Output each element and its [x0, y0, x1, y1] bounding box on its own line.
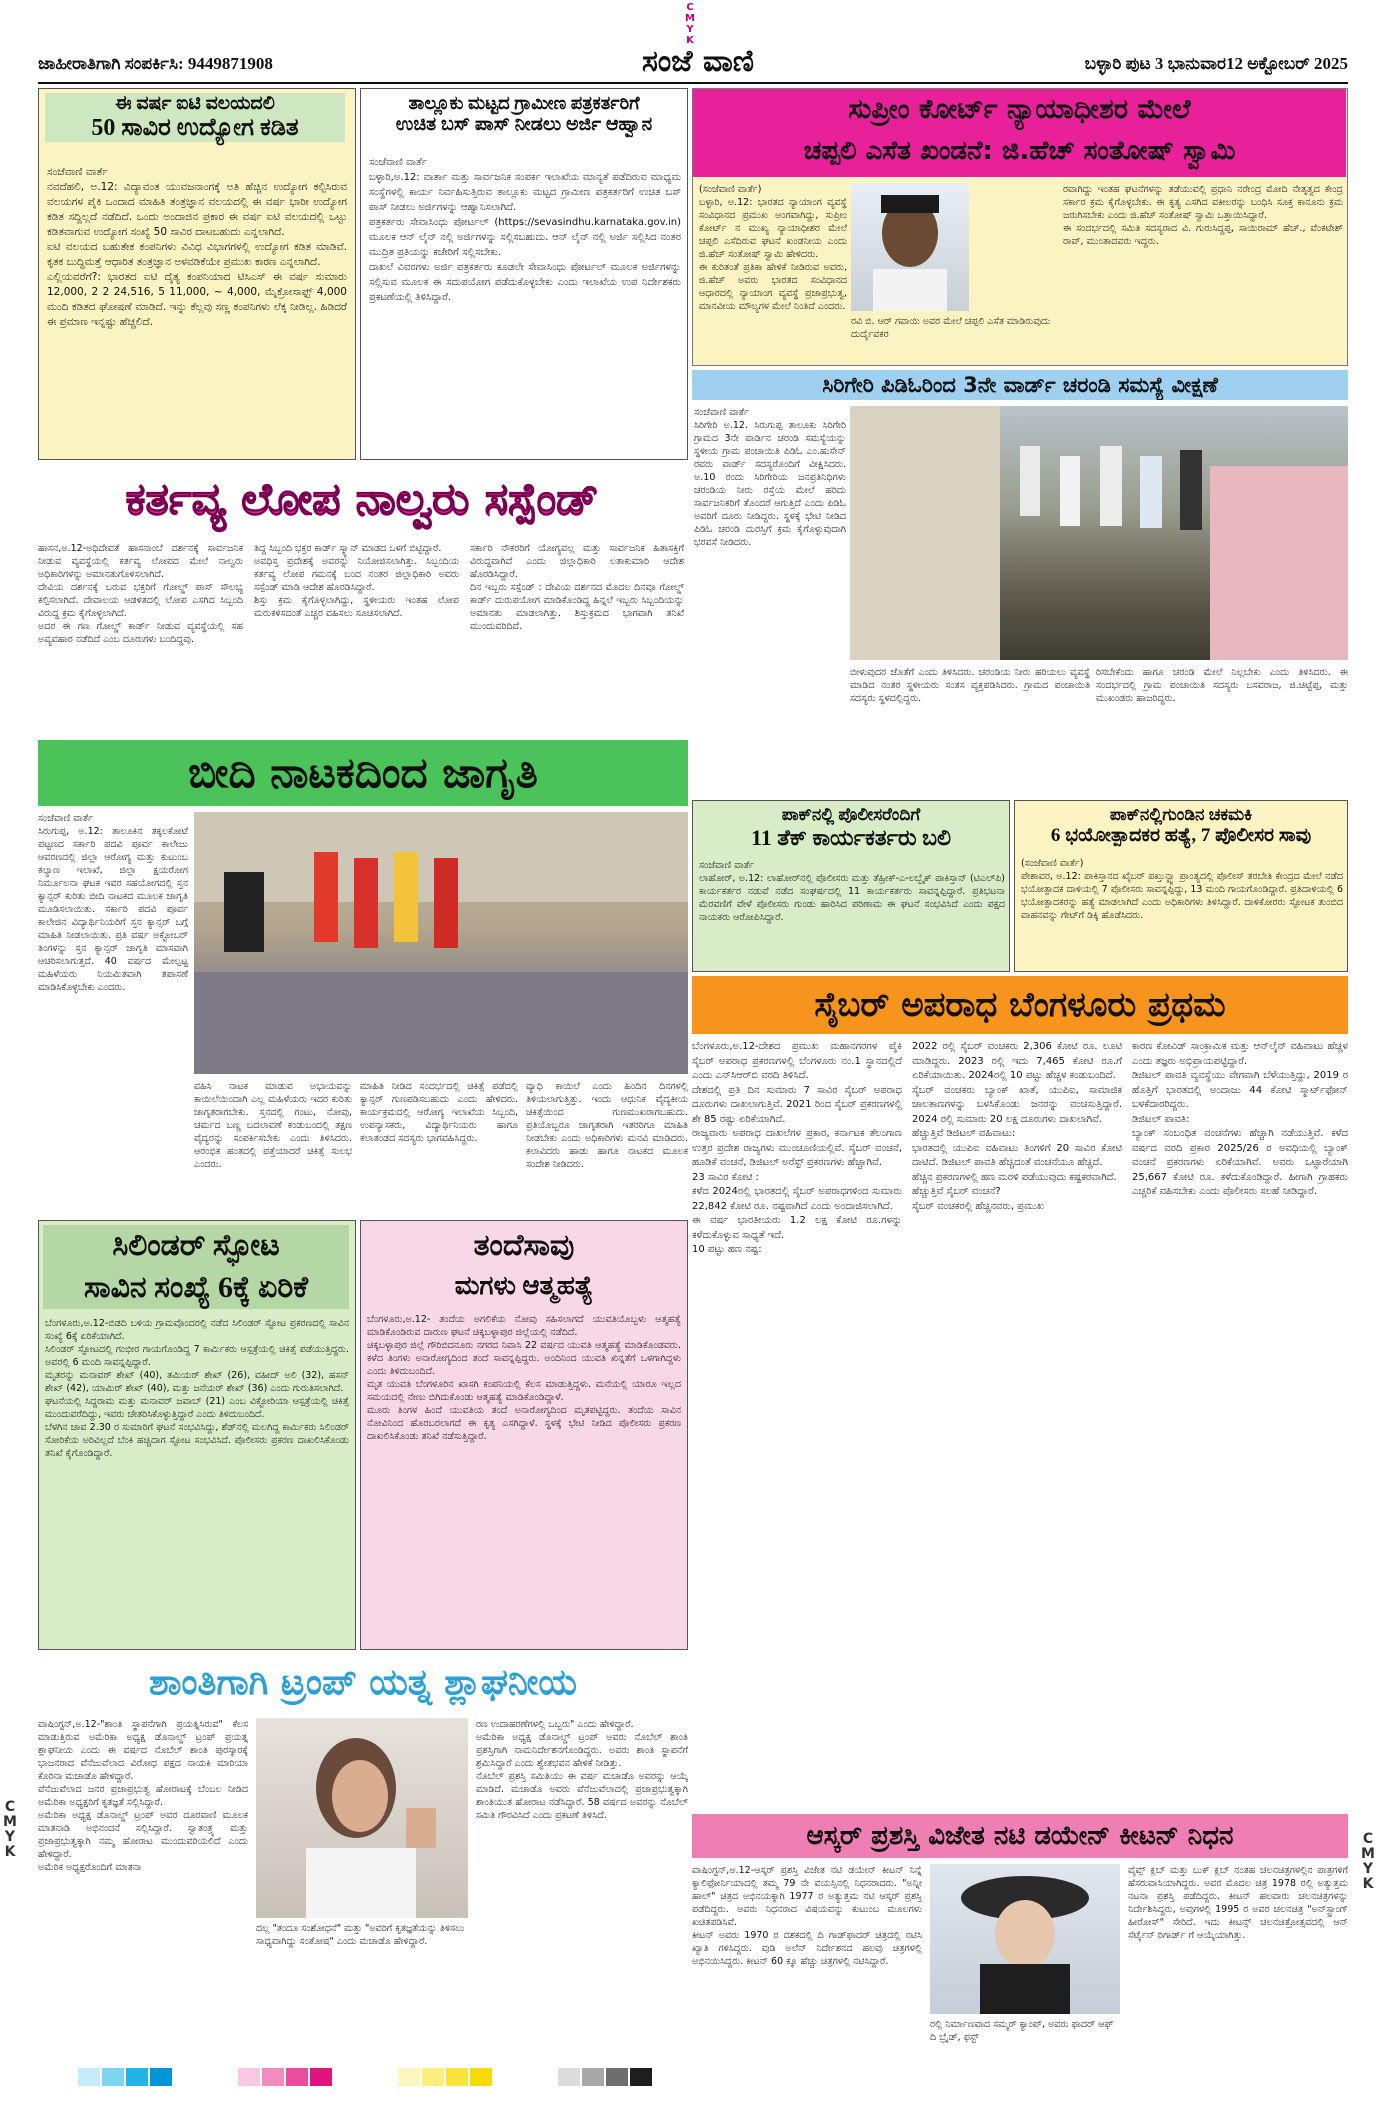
street-play-photo	[194, 812, 688, 1074]
bus-pass-body: ಸಂಜೆವಾಣಿ ವಾರ್ತೆ ಬಳ್ಳಾರಿ,ಅ.12: ವಾರ್ತಾ ಮತ್ತು ಸಾರ್ವಜನಿಕ ಸಂಪರ್ಕ ಇಲಾಖೆಯ ಮಾನ್ಯತೆ ಪಡೆದಿರುವ ಮಾಧ್ಯಮ ಸಂಸ್ಥೆಗಳಲ್ಲಿ ಕಾರ್ಯ ನಿರ್ವಹಿಸುತ್ತಿರುವ ತಾಲ್ಲೂಕು ಮಟ್ಟದ ಗ್ರಾಮೀಣ ಪತ್ರಕರ್ತರಿಗೆ ಉಚಿತ ಬಸ್ ಪಾಸ್ ನೀಡಲು ಅರ್ಜಿಗಳನ್ನು ಆಹ್ವಾನಿಸಲಾಗಿದೆ. ಪತ್ರಕರ್ತರು ಸೇವಾಸಿಂಧು ಪೋರ್ಟಲ್ (https://sevasindhu.karnataka.gov.in) ಮೂಲಕ ಆನ್ ಲೈನ್ ನಲ್ಲಿ ಅರ್ಜಿಗಳನ್ನು ಸಲ್ಲಿಸಬಹುದು. ಆನ್ ಲೈನ್ ನಲ್ಲಿ ಅರ್ಜಿ ಸಲ್ಲಿಸಿದ ನಂತರ ಮುದ್ರಿತ ಪ್ರತಿಯನ್ನು ಕಚೇರಿಗೆ ಸಲ್ಲಿಸಬೇಕು. ದಾಖಲೆ ವಿವರಗಳು ಅರ್ಜಿ ಪತ್ರಕರ್ತರು ಕೂಡಲೇ ಸೇವಾಸಿಂಧು ಪೋರ್ಟಲ್ ಮೂಲಕ ಅರ್ಜಿಗಳನ್ನು ಸಲ್ಲಿಸುವ ಮೂಲಕ ಈ ಸದುಪಯೋಗ ಪಡೆದುಕೊಳ್ಳಬೇಕು ಎಂದು ಇಲಾಖೆಯ ಉಪ ನಿರ್ದೇಶಕರು ಪ್ರಕಟಣೆಯಲ್ಲಿ ತಿಳಿಸಿದ್ದಾರೆ.	[369, 157, 681, 303]
trump-headline: ಶಾಂತಿಗಾಗಿ ಟ್ರಂಪ್ ಯತ್ನ ಶ್ಲಾಘನೀಯ	[149, 1662, 577, 1703]
newspaper-logo: ಸಂಜೆ ವಾಣಿ	[641, 44, 755, 79]
street-play-col2: ವಹಿಸಿ ನಾಟಕ ಮಾಡುವ ಅಭಾಯವನ್ನು ಕಾಯಿಲೆಯಿಂದಾಗಿ ಎಲ್ಲ ಮಹಿಳೆಯರು ಇದರ ಕುರಿತು ಜಾಗೃತರಾಗಬೇಕು. ಸ್ತನದಲ್ಲಿ ಗಂಟು, ನೋವು, ಚರ್ಮದ ಬಣ್ಣ ಬದಲಾವಣೆ ಕಂಡುಬಂದಲ್ಲಿ ತಕ್ಷಣ ವೈದ್ಯರನ್ನು ಸಂಪರ್ಕಿಸಬೇಕು ಎಂದು ತಿಳಿಸಿದರು. ಆರಂಭಿಕ ಹಂತದಲ್ಲಿ ಪತ್ತೆಯಾದರೆ ಚಿಕಿತ್ಸೆ ಸುಲಭ ಎಂದರು.	[194, 1081, 352, 1170]
cylinder-body: ಬೆಂಗಳೂರು,ಅ.12-ಬಿಡದಿ ಬಳಿಯ ಗ್ರಾಮವೊಂದರಲ್ಲಿ ನಡೆದ ಸಿಲಿಂಡರ್ ಸ್ಫೋಟ ಪ್ರಕರಣದಲ್ಲಿ ಸಾವಿನ ಸಂಖ್ಯೆ 6ಕ್ಕೆ ಏರಿಕೆಯಾಗಿದೆ. ಸಿಲಿಂಡರ್ ಸ್ಫೋಟದಲ್ಲಿ ಗಂಭೀರ ಗಾಯಗೊಂಡಿದ್ದ 7 ಕಾರ್ಮಿಕರು ಆಸ್ಪತ್ರೆಯಲ್ಲಿ ಚಿಕಿತ್ಸೆ ಪಡೆಯುತ್ತಿದ್ದರು. ಅವರಲ್ಲಿ 6 ಮಂದಿ ಸಾವನ್ನಪ್ಪಿದ್ದಾರೆ. ಮೃತರನ್ನು ಮನಾವರ್ ಶೇಖ್ (40), ತಮಿಯರ್ ಶೇಖ್ (26), ವಹೀದ್ ಅಲಿ (32), ಹಸನ್ ಶೇಖ್ (42), ಯಾಮಿರ್ ಶೇಖ್ (40), ಮತ್ತು ಜನೆಯರ್ ಶೇಖ್ (36) ಎಂದು ಗುರುತಿಸಲಾಗಿದೆ. ಘಟನೆಯಲ್ಲಿ ಸಿದ್ದರಾಮ ಮತ್ತು ಮನಾವರ್ ಜವಾಬ್ (21) ಎಂಬ ವಿಕ್ಟೋರಿಯಾ ಆಸ್ಪತ್ರೆಯಲ್ಲಿ ಚಿಕಿತ್ಸೆ ಮುಂದುವರೆದಿದ್ದು, ಇವರು ಚೇತರಿಸಿಕೊಳ್ಳುತ್ತಿದ್ದಾರೆ ಎಂದು ತಿಳಿದುಬಂದಿದೆ. ಬೆಳಗಿನ ಜಾವ 2.30 ರ ಸುಮಾರಿಗೆ ಘಟನೆ ಸಂಭವಿಸಿದ್ದು, ಶೆಡ್‌ನಲ್ಲಿ ಮಲಗಿದ್ದ ಕಾರ್ಮಿಕರು ಸಿಲಿಂಡರ್ ಸೋರಿಕೆಯ ಅರಿವಿಲ್ಲದೆ ಬೆಂಕಿ ಹಚ್ಚಿದಾಗ ಸ್ಫೋಟ ಸಂಭವಿಸಿದೆ. ಪೊಲೀಸರು ಪ್ರಕರಣ ದಾಖಲಿಸಿಕೊಂಡು ತನಿಖೆ ಕೈಗೊಂಡಿದ್ದಾರೆ.	[45, 1318, 349, 1459]
it-jobs-body: ಸಂಜೆವಾಣಿ ವಾರ್ತೆ ನವದೆಹಲಿ, ಅ.12: ವಿದ್ಯಾವಂತ ಯುವಜನಾಂಗಕ್ಕೆ ಅತಿ ಹೆಚ್ಚಿನ ಉದ್ಯೋಗ ಕಲ್ಪಿಸಿರುವ ವಲಯಗಳ ಪೈಕಿ ಒಂದಾದ ಮಾಹಿತಿ ತಂತ್ರಜ್ಞಾನ ವಲಯದಲ್ಲಿ ಈ ವರ್ಷ ಭಾರೀ ಉದ್ಯೋಗ ಕಡಿತ ಸದ್ದಿಲ್ಲದೆ ನಡೆದಿದೆ. ಒಂದು ಅಂದಾಜಿನ ಪ್ರಕಾರ ಈ ವರ್ಷ ಐಟಿ ವಲಯದಲ್ಲಿ ಒಟ್ಟು ಕಡಿತವಾಗುವ ಉದ್ಯೋಗ ಸಂಖ್ಯೆ 50 ಸಾವಿರ ದಾಟಬಹುದು ಎನ್ನಲಾಗಿದೆ. ಐಟಿ ವಲಯದ ಬಹುತೇಕ ಕಂಪನಿಗಳು ವಿವಿಧ ವಿಭಾಗಗಳಲ್ಲಿ ಉದ್ಯೋಗ ಕಡಿತ ಮಾಡಿವೆ. ಕೃತಕ ಬುದ್ಧಿಮತ್ತೆ ಆಧಾರಿತ ತಂತ್ರಜ್ಞಾನ ಅಳವಡಿಕೆಯೇ ಪ್ರಮುಖ ಕಾರಣ ಎನ್ನಲಾಗಿದೆ. ಎಲ್ಲಿಯವರೆಗೆ?: ಭಾರತದ ಐಟಿ ದೈತ್ಯ ಕಂಪನಿಯಾದ ಟಿಸಿಎಸ್ ಈ ವರ್ಷ ಸುಮಾರು 12,000, 2 2 24,516, 5 11,000, ~ 4,000, ಮೈಕ್ರೋಸಾಫ್ಟ್ 4,000 ಮಂದಿ ಕಡಿತದ ಘೋಷಣೆ ಮಾಡಿದೆ. ಇನ್ನು ಕೆಲ್ಲವು ಸಣ್ಣ ಕಂಪನಿಗಳು ಲೆಕ್ಕ ನೀಡಿಲ್ಲ. ಹಿಡಿದರೆ ಈ ಪ್ರಮಾಣ ಇನ್ನಷ್ಟು ಹೆಚ್ಚಲಿದೆ.	[47, 166, 347, 328]
diane-keaton-caption: ರಲ್ಲಿ ನಿರ್ಮಾಣವಾದ ಸಮ್ಮರ್ ಕ್ಯಾಂಪ್, ಅವರು ಫಾದರ್ ಆಫ್ ದಿ ಬ್ರೈಡ್, ಫಸ್ಟ್	[930, 2019, 1114, 2043]
park-police-headline: ಪಾಕ್‌ನಲ್ಲಿ ಪೊಲೀಸರೆಂದಿಗೆ 11 ತೆಕ್ ಕಾರ್ಯಕರ್ತರು ಬಲಿ	[751, 805, 951, 850]
trump-article	[38, 1654, 688, 2052]
santosh-swamy-photo	[851, 183, 969, 311]
sirigere-drain-photo	[850, 406, 1348, 660]
it-jobs-article	[38, 88, 356, 460]
right-cmyk-mark: C M Y K	[1361, 1831, 1375, 1892]
supreme-court-headline: ಸುಪ್ರೀಂ ಕೋರ್ಟ್ ನ್ಯಾಯಾಧೀಶರ ಮೇಲೆ ಚಪ್ಪಲಿ ಎಸೆತ ಖಂಡನೆ: ಜಿ.ಹೆಚ್ ಸಂತೋಷ್ ಸ್ವಾಮಿ	[693, 89, 1346, 177]
park-police-body: ಸಂಜೆವಾಣಿ ವಾರ್ತೆ ಲಾಹೋರ್, ಅ.12: ಲಾಹೋರ್‌ನಲ್ಲಿ ಪೊಲೀಸರು ಮತ್ತು ತೆಹ್ರೀಕ್-ಎ-ಲಬ್ಬೈಕ್ ಪಾಕಿಸ್ತಾನ್ (ಟಿಎಲ್‌ಪಿ) ಕಾರ್ಯಕರ್ತರ ನಡುವೆ ನಡೆದ ಸಂಘರ್ಷದಲ್ಲಿ 11 ಕಾರ್ಯಕರ್ತರು ಸಾವನ್ನಪ್ಪಿದ್ದಾರೆ. ಪ್ರತಿಭಟನಾ ಮೆರವಣಿಗೆ ವೇಳೆ ಪೊಲೀಸರು ಗುಂಡು ಹಾರಿಸಿದ ಪರಿಣಾಮ ಈ ಘಟನೆ ಸಂಭವಿಸಿದೆ ಎಂದು ಪಕ್ಷದ ನಾಯಕರು ಆರೋಪಿಸಿದ್ದಾರೆ.	[699, 860, 1005, 923]
father-death-body: ಬೆಂಗಳೂರು,ಅ.12- ತಂದೆಯ ಅಗಲಿಕೆಯ ನೋವು ಸಹಿಸಲಾಗದೆ ಯುವತಿಯೊಬ್ಬಳು ಆತ್ಮಹತ್ಯೆ ಮಾಡಿಕೊಂಡಿರುವ ದಾರುಣ ಘಟನೆ ಚಿಕ್ಕಬಳ್ಳಾಪುರ ಜಿಲ್ಲೆಯಲ್ಲಿ ನಡೆದಿದೆ. ಚಿಕ್ಕಬಳ್ಳಾಪುರ ಜಿಲ್ಲೆ ಗೌರಿಬಿದನೂರು ನಗರದ ನಿವಾಸಿ 22 ವರ್ಷದ ಯುವತಿ ಆತ್ಮಹತ್ಯೆ ಮಾಡಿಕೊಂಡವರು. ಕಳೆದ ತಿಂಗಳು ಅನಾರೋಗ್ಯದಿಂದ ತಂದೆ ಸಾವನ್ನಪ್ಪಿದ್ದರು. ಅಂದಿನಿಂದ ಯುವತಿ ಖಿನ್ನತೆಗೆ ಒಳಗಾಗಿದ್ದಳು ಎಂದು ತಿಳಿದುಬಂದಿದೆ. ಮೃತ ಯುವತಿ ಬೆಂಗಳೂರಿನ ಖಾಸಗಿ ಕಂಪನಿಯಲ್ಲಿ ಕೆಲಸ ಮಾಡುತ್ತಿದ್ದಳು. ಮನೆಯಲ್ಲಿ ಯಾರೂ ಇಲ್ಲದ ಸಮಯದಲ್ಲಿ ನೇಣು ಬಿಗಿದುಕೊಂಡು ಆತ್ಮಹತ್ಯೆ ಮಾಡಿಕೊಂಡಿದ್ದಾಳೆ. ಮೂರು ತಿಂಗಳ ಹಿಂದೆ ಯುವತಿಯ ತಂದೆ ಅನಾರೋಗ್ಯದಿಂದ ಮೃತಪಟ್ಟಿದ್ದರು. ತಂದೆಯ ಸಾವಿನ ನೋವಿನಿಂದ ಹೊರಬರಲಾಗದೆ ಈ ಕೃತ್ಯ ಎಸಗಿದ್ದಾಳೆ. ಸ್ಥಳಕ್ಕೆ ಭೇಟಿ ನೀಡಿದ ಪೊಲೀಸರು ಪ್ರಕರಣ ದಾಖಲಿಸಿಕೊಂಡು ತನಿಖೆ ನಡೆಸುತ್ತಿದ್ದಾರೆ.	[367, 1314, 681, 1442]
sirigere-body-middle: ಬೀಳುವುದರ ಜೊತೆಗೆ ಎಂದು ತಿಳಿಸಿದರು. ಚರಂಡಿಯ ನೀರು ಹರಿಯಲು ವ್ಯವಸ್ಥೆ ಮಾಡಿದ ನಂತರ ಸ್ಥಳೀಯರು ಸಂತಸ ವ್ಯಕ್ತಪಡಿಸಿದರು. ಗ್ರಾಮದ ಪಂಚಾಯಿತಿ ಸದಸ್ಯರು ಸ್ಥಳದಲ್ಲಿದ್ದರು.	[850, 667, 1090, 704]
supreme-court-body-right: ರವಾಗಿದ್ದು ಇಂತಹ ಘಟನೆಗಳನ್ನು ತಡೆಯುವಲ್ಲಿ ಪ್ರಧಾನಿ ನರೇಂದ್ರ ಮೋದಿ ನೇತೃತ್ವದ ಕೇಂದ್ರ ಸರ್ಕಾರ ಕ್ರಮ ಕೈಗೊಳ್ಳಬೇಕು. ಈ ಕೃತ್ಯ ಎಸಗಿದ ವಕೀಲರನ್ನು ಬಂಧಿಸಿ ಸೂಕ್ತ ಕಾನೂನು ಕ್ರಮ ಜರುಗಿಸಬೇಕು ಎಂದು ಜಿ.ಹೆಚ್ ಸಂತೋಷ್ ಸ್ವಾಮಿ ಒತ್ತಾಯಿಸಿದ್ದಾರೆ. ಈ ಸಂದರ್ಭದಲ್ಲಿ ಸಮಿತಿ ಸದಸ್ಯರಾದ ವಿ. ಗುರುಸಿದ್ದಪ್ಪ, ಸಾಯಿರಾಮ್ ಹೆಚ್., ವೆಂಕಟೇಶ್ ರಾವ್, ಮುಂತಾದವರು ಇದ್ದರು.	[1063, 184, 1343, 247]
sirigere-headline: ಸಿರಿಗೇರಿ ಪಿಡಿಓರಿಂದ 3ನೇ ವಾರ್ಡ್ ಚರಂಡಿ ಸಮಸ್ಯೆ ವೀಕ್ಷಣೆ	[692, 370, 1348, 400]
sirigere-body: ಸಂಜೆವಾಣಿ ವಾರ್ತೆ ಸಿರಿಗೇರಿ ಅ.12. ಸಿರುಗುಪ್ಪ ತಾಲೂಕು ಸಿರಿಗೇರಿ ಗ್ರಾಮದ 3ನೇ ವಾರ್ಡಿನ ಚರಂಡಿ ಸಮಸ್ಯೆಯನ್ನು ಸ್ಥಳೀಯ ಗ್ರಾಮ ಪಂಚಾಯಿತಿ ಪಿಡಿಓ ಎಂ.ಹುಸೇನ್ ರವರು ವಾರ್ಡ್ ಸದಸ್ಯರೊಂದಿಗೆ ವೀಕ್ಷಿಸಿದರು. ಅ.10 ರಂದು ಸಿರಿಗೇರಿಯ ಜನಪ್ರತಿನಿಧಿಗಳು ಚರಂಡಿಯ ನೀರು ರಸ್ತೆಯ ಮೇಲೆ ಹರಿದು ಸಾರ್ವಜನಿಕರಿಗೆ ತೊಂದರೆ ಆಗುತ್ತಿದೆ ಎಂದು ಪಿಡಿಓ ಅವರಿಗೆ ದೂರು ನೀಡಿದ್ದರು. ಸ್ಥಳಕ್ಕೆ ಭೇಟಿ ನೀಡಿದ ಪಿಡಿಓ ಚರಂಡಿ ದುರಸ್ತಿಗೆ ಕ್ರಮ ಕೈಗೊಳ್ಳುವುದಾಗಿ ಭರವಸೆ ನೀಡಿದರು.	[694, 407, 846, 548]
cyber-col1: ಬೆಂಗಳೂರು,ಅ.12-ದೇಶದ ಪ್ರಮುಖ ಮಹಾನಗರಗಳ ಪೈಕಿ ಸೈಬರ್ ಅಪರಾಧ ಪ್ರಕರಣಗಳಲ್ಲಿ ಬೆಂಗಳೂರು ನಂ.1 ಸ್ಥಾನದಲ್ಲಿದೆ ಎಂದು ಎನ್‌ಸಿಆರ್‌ಬಿ ವರದಿ ತಿಳಿಸಿದೆ. ದೇಶದಲ್ಲಿ ಪ್ರತಿ ದಿನ ಸುಮಾರು 7 ಸಾವಿರ ಸೈಬರ್ ಅಪರಾಧ ದೂರುಗಳು ದಾಖಲಾಗುತ್ತಿವೆ. 2021 ರಿಂದ ಸೈಬರ್ ಪ್ರಕರಣಗಳಲ್ಲಿ ಶೇ 85 ರಷ್ಟು ಏರಿಕೆಯಾಗಿದೆ. ರಾಜ್ಯವಾರು ಅಪರಾಧ ದಾಖಲೆಗಳ ಪ್ರಕಾರ, ಕರ್ನಾಟಕ ತೆಲಂಗಾಣ ಉತ್ತರ ಪ್ರದೇಶ ರಾಜ್ಯಗಳು ಮುಂಚೂಣಿಯಲ್ಲಿವೆ. ಸೈಬರ್ ವಂಚನೆ, ಹೂಡಿಕೆ ವಂಚನೆ, ಡಿಜಿಟಲ್ ಅರೆಸ್ಟ್ ಪ್ರಕರಣಗಳು ಹೆಚ್ಚಾಗಿವೆ. 23 ಸಾವಿರ ಕೋಟಿ : ಕಳೆದ 2024ರಲ್ಲಿ ಭಾರತದಲ್ಲಿ ಸೈಬರ್ ಅಪರಾಧಗಳಿಂದ ಸುಮಾರು 22,842 ಕೋಟಿ ರೂ. ನಷ್ಟವಾಗಿದೆ ಎಂದು ಅಂದಾಜಿಸಲಾಗಿದೆ. ಈ ವರ್ಷ ಭಾರತೀಯರು 1.2 ಲಕ್ಷ ಕೋಟಿ ರೂ.ಗಳನ್ನು ಕಳೆದುಕೊಳ್ಳುವ ಸಾಧ್ಯತೆ ಇದೆ. 10 ಪಟ್ಟು ಹಣ ನಷ್ಟ:	[692, 1041, 902, 1255]
cylinder-article	[38, 1220, 356, 1650]
suspend-article	[38, 464, 688, 736]
pak-attack-headline: ಪಾಕ್‌ನಲ್ಲಿಗುಂಡಿನ ಚಕಮಕಿ 6 ಭಯೋತ್ಪಾದಕರ ಹತ್ಯೆ, 7 ಪೊಲೀಸರ ಸಾವು	[1050, 805, 1312, 846]
machado-photo	[256, 1718, 468, 1918]
diane-keaton-headline: ಆಸ್ಕರ್ ಪ್ರಶಸ್ತಿ ವಿಜೇತ ನಟಿ ಡಯೇನ್ ಕೀಟನ್ ನಿಧನ	[692, 1814, 1348, 1858]
dateline: ಬಳ್ಳಾರಿ ಪುಟ 3 ಭಾನುವಾರ12 ಅಕ್ಟೋಬರ್ 2025	[1084, 54, 1348, 73]
machado-caption: ದಲ್ಲ "ತಂದೂ ಸಂಶೋಧನೆ" ಮತ್ತು "ಅವರಿಗೆ ಕೃತಜ್ಞತೆಯನ್ನು ತಿಳಿಸಲು ಸಾಧ್ಯವಾಗಿದ್ದು ಸಂತೋಷ" ಎಂದು ಮಚಾಡೊ ಹೇಳಿದ್ದಾರೆ.	[256, 1923, 465, 1947]
suspend-col1: ಹಾಸನ,ಅ.12-ಅಧಿದೇವತೆ ಹಾಸನಾಂಬೆ ದರ್ಶನಕ್ಕೆ ಸಾರ್ವಜನಿಕ ನೀಡುವ ವ್ಯವಸ್ಥೆಯಲ್ಲಿ ಕರ್ತವ್ಯ ಲೋಪದ ಮೇಲೆ ನಾಲ್ವರು ಅಧಿಕಾರಿಗಳನ್ನು ಅಮಾನತುಗೊಳಿಸಲಾಗಿದೆ. ದೇವಿಯ ದರ್ಶನಕ್ಕೆ ಬರುವ ಭಕ್ತರಿಗೆ ಗೋಲ್ಡ್ ಪಾಸ್ ಸೌಲಭ್ಯ ಕಲ್ಪಿಸಲಾಗಿದೆ. ದೇವಾಲಯ ಆಡಳಿತದಲ್ಲಿ ಲೋಪ ಎಸಗಿದ ಸಿಬ್ಬಂದಿ ವಿರುದ್ಧ ಕ್ರಮ ಕೈಗೊಳ್ಳಲಾಗಿದೆ. ಅದರ ಈ ಗಣ ಗೋಲ್ಡ್ ಕಾರ್ಡ್ ನೀಡುವ ವ್ಯವಸ್ಥೆಯಲ್ಲಿ ಸಹ ಅವ್ಯವಹಾರ ನಡೆದಿದೆ ಎಂಬ ದೂರುಗಳು ಬಂದಿದ್ದವು.	[38, 543, 243, 645]
pak-attack-body: (ಸಂಜೆವಾಣಿ ವಾರ್ತೆ) ಪೇಶಾವರ, ಅ.12: ಪಾಕಿಸ್ತಾನದ ಖೈಬರ್ ಪಖ್ತುನ್ಖ್ವಾ ಪ್ರಾಂತ್ಯದಲ್ಲಿ ಪೊಲೀಸ್ ತರಬೇತಿ ಕೇಂದ್ರದ ಮೇಲೆ ನಡೆದ ಭಯೋತ್ಪಾದಕ ದಾಳಿಯಲ್ಲಿ 7 ಪೊಲೀಸರು ಸಾವನ್ನಪ್ಪಿದ್ದು, 13 ಮಂದಿ ಗಾಯಗೊಂಡಿದ್ದಾರೆ. ಪ್ರತಿದಾಳಿಯಲ್ಲಿ 6 ಭಯೋತ್ಪಾದಕರನ್ನು ಹತ್ಯೆ ಮಾಡಲಾಗಿದೆ ಎಂದು ಅಧಿಕಾರಿಗಳು ತಿಳಿಸಿದ್ದಾರೆ. ದಾಳಿಕೋರರು ಸ್ಫೋಟಕ ತುಂಬಿದ ವಾಹನವನ್ನು ಗೇಟ್‌ಗೆ ಡಿಕ್ಕಿ ಹೊಡೆಸಿದರು.	[1021, 858, 1343, 921]
street-play-article	[38, 740, 688, 1216]
street-play-headline: ಬೀದಿ ನಾಟಕದಿಂದ ಜಾಗೃತಿ	[38, 740, 688, 806]
sirigere-article	[692, 370, 1348, 794]
suspend-col3: ಸರ್ಕಾರಿ ನೌಕರರಿಗೆ ಯೋಗ್ಯವಲ್ಲ ಮತ್ತು ಸಾರ್ವಜನಿಕ ಹಿತಾಸಕ್ತಿಗೆ ವಿರುದ್ಧವಾಗಿದೆ ಎಂದು ಜಿಲ್ಲಾಧಿಕಾರಿ ಲತಾಕುಮಾರಿ ಆದೇಶ ಹೊರಡಿಸಿದ್ದಾರೆ. ದಿನ ಇಬ್ಬರು ಸಸ್ಪೆಂಡ್ : ದೇವಿಯ ದರ್ಶನದ ಮೊದಲ ದಿನವೂ ಗೋಲ್ಡ್ ಕಾರ್ಡ್ ದುರುಪಯೋಗ ಮಾಡಿಕೊಂಡಿದ್ದ ಹಿನ್ನಲೆ ಇಬ್ಬರು ಸಿಬ್ಬಂದಿಯನ್ನು ಅಮಾನತು ಮಾಡಲಾಗಿತ್ತು. ಶಿಸ್ತುಕ್ರಮದ ಭಾಗವಾಗಿ ತನಿಖೆ ಮುಂದುವರಿದಿದೆ.	[470, 543, 684, 632]
sirigere-body-right: ರಿಸಬೇಕೆಂದು ಹಾಗೂ ಚರಂಡಿ ಮೇಲೆ ನಿಲ್ಲಬೇಕು ಎಂದು ತಿಳಿಸಿದರು. ಈ ಸಂದರ್ಭದಲ್ಲಿ ಗ್ರಾಮ ಪಂಚಾಯಿತಿ ಸದಸ್ಯರು ಬಸವರಾಜ, ಜಿ.ಚಿಟ್ಟೆಪ್ಪ, ಮತ್ತು ಮುಖಂಡರು ಹಾಜರಿದ್ದರು.	[1096, 667, 1348, 704]
diane-keaton-photo	[930, 1864, 1120, 2014]
cylinder-headline: ಸಿಲಿಂಡರ್ ಸ್ಫೋಟ ಸಾವಿನ ಸಂಖ್ಯೆ 6ಕ್ಕೆ ಏರಿಕೆ	[43, 1225, 349, 1309]
street-play-col3: ಮಾಹಿತಿ ನೀಡಿದ ಸಂದರ್ಭದಲ್ಲಿ ಚಿಕಿತ್ಸೆ ಪಡೆದಲ್ಲಿ ಕ್ಯಾನ್ಸರ್ ಗುಣಪಡಿಸಬಹುದು ಎಂದು ಹೇಳಿದರು. ಕಾರ್ಯಕ್ರಮದಲ್ಲಿ ಆರೋಗ್ಯ ಇಲಾಖೆಯ ಸಿಬ್ಬಂದಿ, ಉಪನ್ಯಾಸಕರು, ವಿದ್ಯಾರ್ಥಿನಿಯರು ಹಾಗೂ ಕಲಾತಂಡದ ಸದಸ್ಯರು ಭಾಗವಹಿಸಿದ್ದರು.	[360, 1081, 518, 1144]
masthead	[38, 44, 1348, 84]
cyber-col2: 2022 ರಲ್ಲಿ ಸೈಬರ್ ವಂಚಕರು 2,306 ಕೋಟಿ ರೂ. ಲೂಟಿ ಮಾಡಿದ್ದರು. 2023 ರಲ್ಲಿ ಇದು 7,465 ಕೋಟಿ ರೂ.ಗೆ ಏರಿಕೆಯಾಯಿತು. 2024ರಲ್ಲಿ 10 ಪಟ್ಟು ಹೆಚ್ಚಳ ಕಂಡುಬಂದಿದೆ. ಸೈಬರ್ ವಂಚಕರು ಬ್ಯಾಂಕ್ ಖಾತೆ, ಯುಪಿಐ, ಸಾಮಾಜಿಕ ಜಾಲತಾಣಗಳನ್ನು ಬಳಸಿಕೊಂಡು ಜನರನ್ನು ವಂಚಿಸುತ್ತಿದ್ದಾರೆ. 2024 ರಲ್ಲಿ ಸುಮಾರು 20 ಲಕ್ಷ ದೂರುಗಳು ದಾಖಲಾಗಿವೆ. ಹೆಚ್ಚುತ್ತಿವೆ ಡಿಜಿಟಲ್ ವಹಿವಾಟು: ಭಾರತದಲ್ಲಿ ಯುಪಿಐ ವಹಿವಾಟು ತಿಂಗಳಿಗೆ 20 ಸಾವಿರ ಕೋಟಿ ದಾಟಿದೆ. ಡಿಜಿಟಲ್ ಪಾವತಿ ಹೆಚ್ಚಿದಂತೆ ವಂಚನೆಯೂ ಹೆಚ್ಚಿದೆ. ಹೆಚ್ಚಿನ ಪ್ರಕರಣಗಳಲ್ಲಿ ಹಣ ಮರಳಿ ಪಡೆಯುವುದು ಕಷ್ಟಕರವಾಗಿದೆ. ಹೆಚ್ಚುತ್ತಿವೆ ಸೈಬರ್ ವಂಚನೆ? ಸೈಬರ್ ವಂಚಕರಲ್ಲಿ ಹೆಚ್ಚಿನವರು, ಪ್ರಮುಖ	[912, 1041, 1122, 1212]
bus-pass-headline: ತಾಲ್ಲೂಕು ಮಟ್ಟದ ಗ್ರಾಮೀಣ ಪತ್ರಕರ್ತರಿಗೆ ಉಚಿತ ಬಸ್ ಪಾಸ್ ನೀಡಲು ಅರ್ಜಿ ಆಹ್ವಾನ	[395, 93, 653, 135]
suspend-headline: ಕರ್ತವ್ಯ ಲೋಪ ನಾಲ್ವರು ಸಸ್ಪೆಂಡ್	[125, 474, 599, 525]
ad-contact: ಜಾಹೀರಾತಿಗಾಗಿ ಸಂಪರ್ಕಿಸಿ: 9449871908	[38, 54, 273, 73]
father-death-headline: ತಂದೆಸಾವು ಮಗಳು ಆತ್ಮಹತ್ಯೆ	[454, 1229, 594, 1300]
diane-keaton-article	[692, 1814, 1348, 2052]
supreme-court-photo-caption: ರವಿ ಬಿ. ಆರ್ ಗವಾಯಿ ಅವರ ಮೇಲೆ ಚಪ್ಪಲಿ ಎಸೆತ ಮಾಡಿರುವುದು ದುರ್ದೈವಕರ	[851, 316, 1051, 340]
suspend-col2: ತಿದ್ದ ಸಿಬ್ಬಂದಿ ಭಕ್ತರ ಕಾರ್ಡ್ ಸ್ಕ್ಯಾನ್ ಮಾಡದ ಒಳಗೆ ಬಿಟ್ಟಿದ್ದಾರೆ. ಅವಧಿಸ್ತ ಪ್ರದೇಶಕ್ಕೆ ಅವರನ್ನು ನಿಯೋಜಿಸಲಾಗಿತ್ತು. ಸಿಬ್ಬಂದಿಯ ಕರ್ತವ್ಯ ಲೋಪ ಗಮನಕ್ಕೆ ಬಂದ ನಂತರ ಜಿಲ್ಲಾಧಿಕಾರಿ ಅವರು ಸಸ್ಪೆಂಡ್ ಮಾಡಿ ಆದೇಶ ಹೊರಡಿಸಿದ್ದಾರೆ. ಶಿಸ್ತು ಕ್ರಮ ಕೈಗೊಳ್ಳಲಾಗಿದ್ದು, ಸ್ಥಳೀಯರು ಇಂತಹ ಲೋಪ ಮರುಕಳಿಸದಂತೆ ಎಚ್ಚರ ವಹಿಸಲು ಸೂಚಿಸಲಾಗಿದೆ.	[254, 543, 459, 619]
supreme-court-body: (ಸಂಜೆವಾಣಿ ವಾರ್ತೆ) ಬಳ್ಳಾರಿ, ಅ.12: ಭಾರತದ ನ್ಯಾಯಾಂಗ ವ್ಯವಸ್ಥೆ ಸಂವಿಧಾನದ ಪ್ರಮುಖ ಅಂಗವಾಗಿದ್ದು, ಸುಪ್ರೀಂ ಕೋರ್ಟ್ ನ ಮುಖ್ಯ ನ್ಯಾಯಾಧೀಶರ ಮೇಲೆ ಚಪ್ಪಲಿ ಎಸೆದಿರುವ ಘಟನೆ ಖಂಡನೀಯ ಎಂದು ಜಿ.ಹೆಚ್ ಸಂತೋಷ್ ಸ್ವಾಮಿ ಹೇಳಿದರು. ಈ ಕುರಿತಂತೆ ಪ್ರತಿಕಾ ಹೇಳಿಕೆ ನೀಡಿರುವ ಅವರು, ಜಿ.ಹೆಚ್ ಅವರು ಭಾರತದ ಸಂವಿಧಾನದ ಆಧಾರದಲ್ಲಿ ನ್ಯಾಯಾಂಗ ವ್ಯವಸ್ಥೆ ಪ್ರಜಾಪ್ರಭುತ್ವ, ಮಾನವೀಯ ಮೌಲ್ಯಗಳ ಮೇಲೆ ನಿಂತಿದೆ ಎಂದರು.	[699, 184, 847, 312]
trump-col1: ವಾಷಿಂಗ್ಟನ್,ಅ.12-"ಶಾಂತಿ ಸ್ಥಾಪನೆಗಾಗಿ ಪ್ರಯತ್ನಿಸಿರುವ" ಕೆಲಸ ಮಾಡುತ್ತಿರುವ ಅಮೆರಿಕಾ ಅಧ್ಯಕ್ಷ ಡೊನಾಲ್ಡ್ ಟ್ರಂಪ್ ಪ್ರಯತ್ನ ಶ್ಲಾಘನೀಯ ಎಂದು ಈ ವರ್ಷದ ನೊಬೆಲ್ ಶಾಂತಿ ಪುರಸ್ಕಾರಕ್ಕೆ ಭಾಜನರಾದ ವೆನೆಜುವೆಲಾದ ವಿರೋಧ ಪಕ್ಷದ ನಾಯಕಿ ಮಾರಿಯಾ ಕೊರಿನಾ ಮಚಾಡೊ ಹೇಳಿದ್ದಾರೆ. ವೆನೆಜುವೆಲಾದ ಜನರ ಪ್ರಜಾಪ್ರಭುತ್ವ ಹೋರಾಟಕ್ಕೆ ಬೆಂಬಲ ನೀಡಿದ ಅಮೆರಿಕಾ ಅಧ್ಯಕ್ಷರಿಗೆ ಕೃತಜ್ಞತೆ ಸಲ್ಲಿಸಿದ್ದಾರೆ. ಅಮೆರಿಕಾ ಅಧ್ಯಕ್ಷ ಡೊನಾಲ್ಡ್ ಟ್ರಂಪ್ ಅವರ ದೂರವಾಣಿ ಮೂಲಕ ಮಾತನಾಡಿ ಅಭಿನಂದನೆ ಸಲ್ಲಿಸಿದ್ದಾರೆ. ಸ್ವಾತಂತ್ರ್ಯ ಮತ್ತು ಪ್ರಜಾಪ್ರಭುತ್ವಕ್ಕಾಗಿ ನಮ್ಮ ಹೋರಾಟ ಮುಂದುವರಿಯಲಿದೆ ಎಂದು ಹೇಳಿದ್ದಾರೆ. ಅಮೆರಿಕ ಅಧ್ಯಕ್ಷರೊಂದಿಗೆ ಮಾತನಾ	[38, 1719, 248, 1873]
trump-col2: ರಣ ಉದಾಹರಣೆಗಳಲ್ಲಿ ಒಬ್ಬರು" ಎಂದು ಹೇಳಿದ್ದಾರೆ. ಅಮೆರಿಕಾ ಅಧ್ಯಕ್ಷ ಡೊನಾಲ್ಡ್ ಟ್ರಂಪ್ ಅವರು ನೊಬೆಲ್ ಶಾಂತಿ ಪ್ರಶಸ್ತಿಗಾಗಿ ನಾಮನಿರ್ದೇಶನಗೊಂಡಿದ್ದರು. ಅವರು ಶಾಂತಿ ಸ್ಥಾಪನೆಗೆ ಶ್ರಮಿಸಿದ್ದಾರೆ ಎಂದು ಶ್ವೇತಭವನ ಹೇಳಿಕೆ ನೀಡಿತ್ತು. ನೊಬೆಲ್ ಪ್ರಶಸ್ತಿ ಸಮಿತಿಯು ಈ ವರ್ಷ ಮಚಾಡೊ ಅವರನ್ನು ಆಯ್ಕೆ ಮಾಡಿದೆ. ಮಚಾಡೊ ಅವರು ವೆನೆಜುವೆಲಾದಲ್ಲಿ ಪ್ರಜಾಪ್ರಭುತ್ವಕ್ಕಾಗಿ ಶಾಂತಿಯುತ ಹೋರಾಟ ನಡೆಸಿದ್ದಾರೆ. 58 ವರ್ಷದ ಅವರನ್ನು ನೊಬೆಲ್ ಸಮಿತಿ ಗೌರವಿಸಿದೆ ಎಂದು ಪ್ರಕಟಣೆ ತಿಳಿಸಿದೆ.	[476, 1719, 688, 1821]
street-play-col1: ಸಂಜೆವಾಣಿ ವಾರ್ತೆ ಸಿರುಗುಪ್ಪ, ಅ.12: ತಾಲೂಕಿನ ತಕ್ಕಲಕೋಟೆ ಪಟ್ಟಣದ ಸರ್ಕಾರಿ ಪದವಿ ಪೂರ್ವ ಕಾಲೇಜು ಆವರಣದಲ್ಲಿ ಜಿಲ್ಲಾ ಆರೋಗ್ಯ ಮತ್ತು ಕುಟುಂಬ ಕಲ್ಯಾಣ ಇಲಾಖೆ, ಜಿಲ್ಲಾ ಕ್ಷಯರೋಗ ನಿರ್ಮೂಲನಾ ಘಟಕ ಇವರ ಸಹಯೋಗದಲ್ಲಿ ಸ್ತನ ಕ್ಯಾನ್ಸರ್ ಕುರಿತು ಬೀದಿ ನಾಟಕದ ಮೂಲಕ ಜಾಗೃತಿ ಮೂಡಿಸಲಾಯಿತು. ಸರ್ಕಾರಿ ಪದವಿ ಪೂರ್ವ ಕಾಲೇಜಿನ ವಿದ್ಯಾರ್ಥಿನಿಯರಿಗೆ ಸ್ತನ ಕ್ಯಾನ್ಸರ್ ಬಗ್ಗೆ ಮಾಹಿತಿ ನೀಡಲಾಯಿತು. ಪ್ರತಿ ವರ್ಷ ಅಕ್ಟೋಬರ್ ತಿಂಗಳನ್ನು ಸ್ತನ ಕ್ಯಾನ್ಸರ್ ಜಾಗೃತಿ ಮಾಸವಾಗಿ ಆಚರಿಸಲಾಗುತ್ತದೆ. 40 ವರ್ಷದ ಮೇಲ್ಪಟ್ಟ ಮಹಿಳೆಯರು ನಿಯಮಿತವಾಗಿ ತಪಾಸಣೆ ಮಾಡಿಸಿಕೊಳ್ಳಬೇಕು ಎಂದರು.	[38, 813, 188, 993]
it-jobs-headline: ಈ ವರ್ಷ ಐಟಿ ವಲಯದಲಿ 50 ಸಾವಿರ ಉದ್ಯೋಗ ಕಡಿತ	[45, 93, 345, 142]
cyber-col3: ಕಾರಣ ಕೋವಿಡ್ ಸಾಂಕ್ರಾಮಿಕ ಮತ್ತು ಆನ್‌ಲೈನ್ ವಹಿವಾಟು ಹೆಚ್ಚಳ ಎಂದು ತಜ್ಞರು ಅಭಿಪ್ರಾಯಪಟ್ಟಿದ್ದಾರೆ. ಡಿಜಿಟಲ್ ಪಾವತಿ ವ್ಯವಸ್ಥೆಯು ವೇಗವಾಗಿ ಬೆಳೆಯುತ್ತಿದ್ದು, 2019 ರ ಹೊತ್ತಿಗೆ ಭಾರತದಲ್ಲಿ ಅಂದಾಜು 44 ಕೋಟಿ ಸ್ಮಾರ್ಟ್‌ಫೋನ್ ಬಳಕೆದಾರರಿದ್ದರು. ಡಿಜಿಟಲ್ ಪಾವತಿ: ಬ್ಯಾಂಕ್ ಸಂಬಂಧಿತ ವಂಚನೆಗಳು ಹೆಚ್ಚಾಗಿ ನಡೆಯುತ್ತಿವೆ. ಕಳೆದ ವರ್ಷದ ವರದಿ ಪ್ರಕಾರ 2025/26 ರ ಅವಧಿಯಲ್ಲಿ ಬ್ಯಾಂಕ್ ವಂಚನೆ ಪ್ರಕರಣಗಳು ಏರಿಕೆಯಾಗಿವೆ. ಅವರು ಒಟ್ಟಾರೆಯಾಗಿ 25,667 ಕೋಟಿ ರೂ. ಕಳೆದುಕೊಂಡಿದ್ದಾರೆ. ಹೀಗಾಗಿ ಗ್ರಾಹಕರು ಎಚ್ಚರಿಕೆ ವಹಿಸಬೇಕು ಎಂದು ಪೊಲೀಸರು ಸಲಹೆ ನೀಡಿದ್ದಾರೆ.	[1132, 1041, 1348, 1197]
diane-col1: ವಾಷಿಂಗ್ಟನ್,ಅ.12-ಆಸ್ಕರ್ ಪ್ರಶಸ್ತಿ ವಿಜೇತ ನಟಿ ಡಯೇನ್ ಕೀಟನ್ ನಿನ್ನೆ ಕ್ಯಾಲಿಫೋರ್ನಿಯಾದಲ್ಲಿ ತಮ್ಮ 79 ನೇ ವಯಸ್ಸಿನಲ್ಲಿ ನಿಧನರಾದರು. "ಅನ್ನೀ ಹಾಲ್" ಚಿತ್ರದ ಅಭಿನಯಕ್ಕಾಗಿ 1977 ರ ಅತ್ಯುತ್ತಮ ನಟಿ ಆಸ್ಕರ್ ಪ್ರಶಸ್ತಿ ಪಡೆದಿದ್ದರು. ಅವರು ನಿಧನರಾದ ವಿಷಯವನ್ನು ಕುಟುಂಬ ಮೂಲಗಳು ಖಚಿತಪಡಿಸಿವೆ. ಕೀಟನ್ ಅವರು 1970 ರ ದಶಕದಲ್ಲಿ ದಿ ಗಾಡ್‌ಫಾದರ್ ಚಿತ್ರದಲ್ಲಿ ನಟಿಸಿ ಖ್ಯಾತಿ ಗಳಿಸಿದ್ದರು. ವುಡಿ ಅಲೆನ್ ನಿರ್ದೇಶನದ ಹಲವು ಚಿತ್ರಗಳಲ್ಲಿ ಅಭಿನಯಿಸಿದ್ದರು. ಕೀಟನ್ 60 ಕ್ಕೂ ಹೆಚ್ಚು ಚಿತ್ರಗಳಲ್ಲಿ ನಟಿಸಿದ್ದಾರೆ.	[692, 1865, 922, 1967]
bus-pass-article	[360, 88, 688, 460]
cyber-article	[692, 976, 1348, 1810]
father-death-article	[360, 1220, 688, 1650]
cyber-headline: ಸೈಬರ್ ಅಪರಾಧ ಬೆಂಗಳೂರು ಪ್ರಥಮ	[692, 976, 1348, 1034]
park-police-article	[692, 800, 1010, 972]
left-cmyk-mark: C M Y K	[3, 1799, 17, 1860]
supreme-court-article	[692, 88, 1348, 366]
pak-attack-article	[1014, 800, 1348, 972]
diane-col2: ವೈವ್ಸ್ ಕ್ಲಬ್ ಮತ್ತು ಬುಕ್ ಕ್ಲಬ್ ನಂತಹ ಚಲನಚಿತ್ರಗಳಲ್ಲಿನ ಪಾತ್ರಗಳಿಗೆ ಹೆಸರುವಾಸಿಯಾಗಿದ್ದರು. ಅವರ ಮೊದಲ ಚಿತ್ರ 1978 ರಲ್ಲಿ ಅತ್ಯುತ್ತಮ ನಟನಾ ಪ್ರಶಸ್ತಿ ಪಡೆದಿದ್ದರು. ಕೀಟನ್ ಹಲವಾರು ಚಲನಚಿತ್ರಗಳನ್ನು ನಿರ್ದೇಶಿಸಿದ್ದರು, ಅವುಗಳಲ್ಲಿ 1995 ರ ಅವರ ಚಲನಚಿತ್ರ "ಅನ್‌ಸ್ಟ್ರಾಂಗ್ ಹೀರೋಸ್" ಸೇರಿದೆ. ಇದು ಕೀಟನ್ಸ್ ಚಲನಚಿತ್ರೋತ್ಸವದಲ್ಲಿ ಆನ್ ಸೆರ್ಟೈನ್ ರಿಗಾರ್ಡ್ ಗೆ ಆಯ್ಕೆಯಾಗಿತ್ತು.	[1128, 1865, 1348, 1941]
street-play-col4: ವ್ಯಾಧಿ ಕಾಯಿಲೆ ಎಂದು ಹಿಂದಿನ ದಿನಗಳಲ್ಲಿ ತಿಳಿಯಲಾಗುತ್ತಿತ್ತು. ಇಂದು ಆಧುನಿಕ ವೈದ್ಯಕೀಯ ಚಿಕಿತ್ಸೆಯಿಂದ ಗುಣಮುಖರಾಗಬಹುದು. ಪ್ರತಿಯೊಬ್ಬರೂ ಜಾಗೃತರಾಗಿ ಇತರರಿಗೂ ಮಾಹಿತಿ ನೀಡಬೇಕು ಎಂದು ಅಧಿಕಾರಿಗಳು ಮನವಿ ಮಾಡಿದರು. ಕಲಾವಿದರು ಹಾಡು ಹಾಗೂ ನಾಟಕದ ಮೂಲಕ ಸಂದೇಶ ನೀಡಿದರು.	[526, 1081, 688, 1170]
color-calibration-bar	[78, 2068, 1278, 2086]
top-registration-mark: C M Y K	[685, 2, 695, 46]
